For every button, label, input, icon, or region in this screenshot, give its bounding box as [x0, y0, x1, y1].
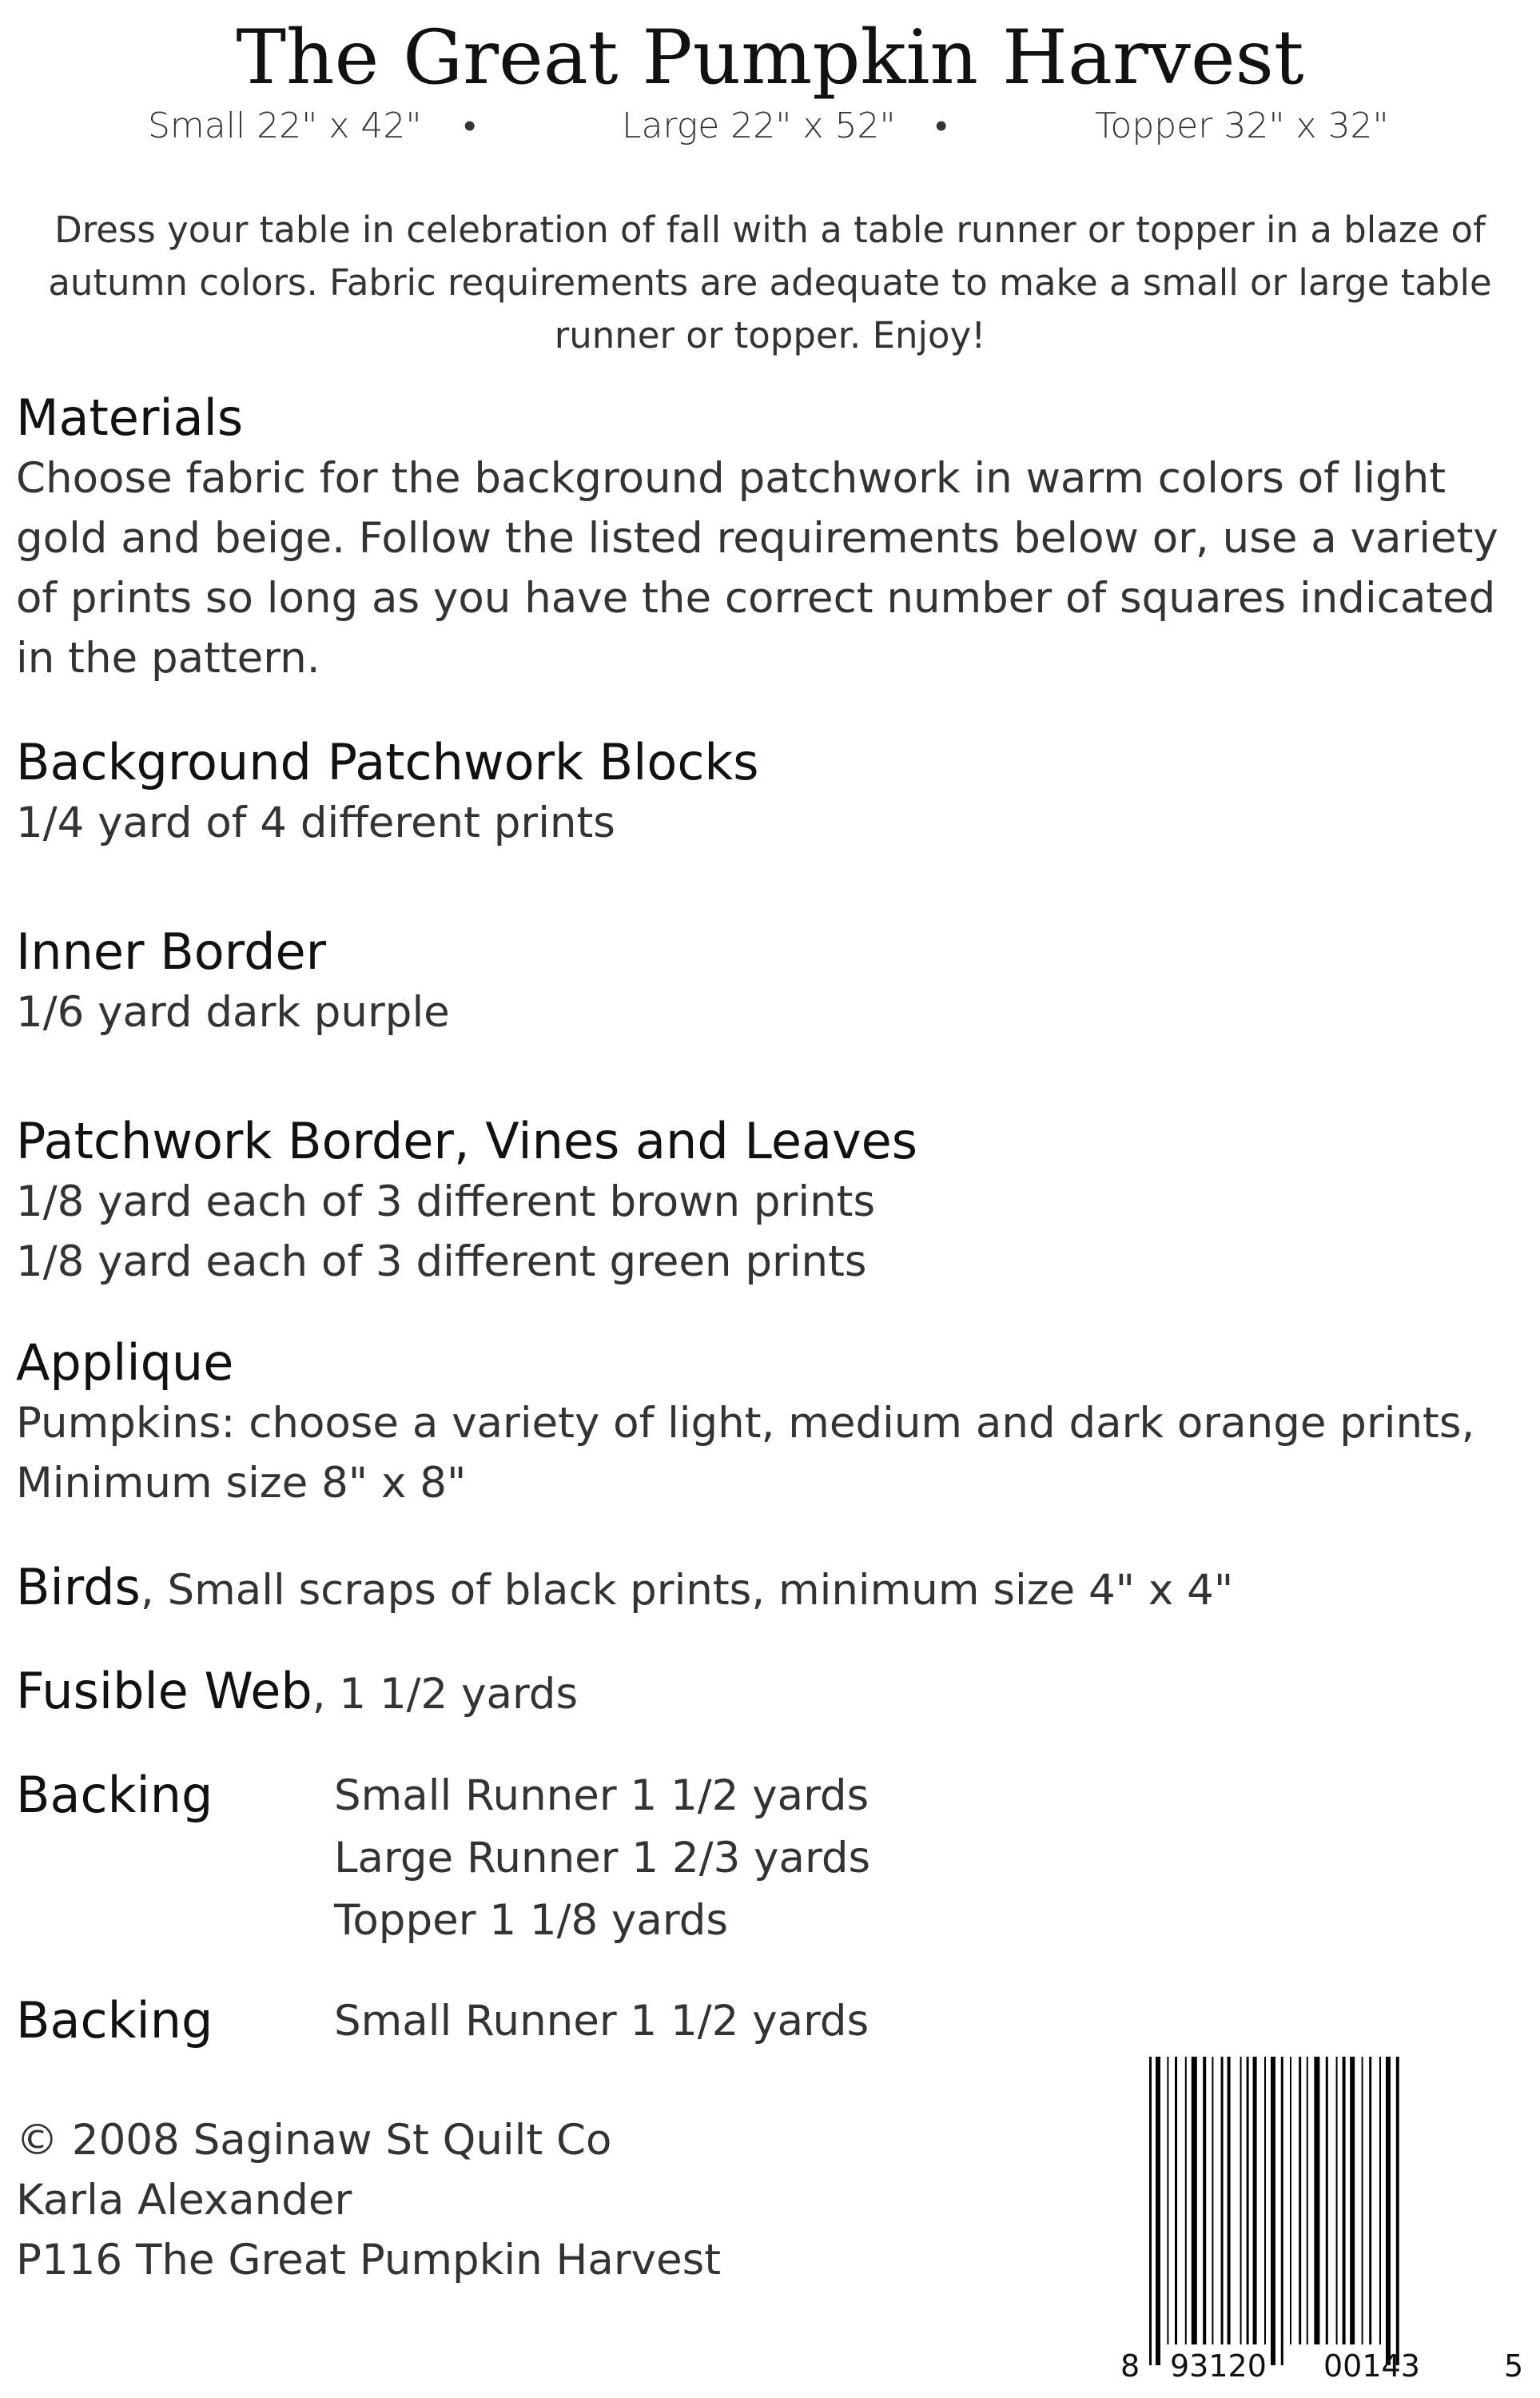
- barcode-digits-left: 93120: [1170, 2348, 1267, 2384]
- barcode-bar: [1369, 2057, 1371, 2344]
- barcode-bar: [1343, 2057, 1346, 2344]
- birds-heading: Birds: [16, 1558, 141, 1616]
- applique-line: Pumpkins: choose a variety of light, medium and dark orange prints,: [16, 1399, 1475, 1448]
- barcode-bar: [1203, 2057, 1206, 2344]
- birds-detail: , Small scraps of black prints, minimum size 4" x 4": [140, 1566, 1234, 1615]
- patchwork-border-line: 1/8 yard each of 3 different green prints: [16, 1237, 867, 1286]
- backing-lines: [334, 1990, 869, 2053]
- background-blocks-heading: Background Patchwork Blocks: [16, 733, 759, 791]
- backing-line: Small Runner 1 1/2 yards: [334, 1997, 869, 2045]
- fusible-web-heading: Fusible Web: [16, 1662, 312, 1720]
- barcode-graphic: [1111, 2050, 1526, 2386]
- applique-section: [16, 1332, 1518, 1513]
- designer-name: Karla Alexander: [16, 2176, 352, 2225]
- barcode-bar: [1386, 2057, 1391, 2365]
- size-separator: •: [464, 106, 476, 146]
- barcode-bar: [1253, 2057, 1257, 2344]
- barcode-bar: [1240, 2057, 1242, 2344]
- barcode-bar: [1185, 2057, 1187, 2344]
- barcode-bar: [1212, 2057, 1213, 2344]
- barcode-bar: [1281, 2057, 1283, 2365]
- barcode-bar: [1192, 2057, 1197, 2344]
- barcode-bar: [1307, 2057, 1308, 2344]
- applique-line: Minimum size 8" x 8": [16, 1459, 467, 1508]
- barcode-bar: [1228, 2057, 1231, 2344]
- size-topper: Topper 32" x 32": [1095, 106, 1389, 146]
- barcode-digit-last: 5: [1504, 2348, 1524, 2384]
- backing-heading: Backing: [16, 1991, 213, 2049]
- barcode-bar: [1149, 2057, 1152, 2365]
- barcode-bar: [1290, 2057, 1291, 2344]
- barcode-digits-right: 00143: [1323, 2348, 1420, 2384]
- barcode-bar: [1396, 2057, 1399, 2365]
- backing-lines: [334, 1765, 870, 1952]
- background-blocks-section: [16, 732, 1518, 853]
- barcode-bar: [1326, 2057, 1328, 2344]
- pattern-number: P116 The Great Pumpkin Harvest: [16, 2236, 722, 2284]
- birds-section: [16, 1557, 1518, 1618]
- upc-barcode: [1111, 2050, 1526, 2386]
- background-blocks-line: 1/4 yard of 4 different prints: [16, 799, 615, 847]
- barcode-bar: [1175, 2057, 1177, 2344]
- pattern-title: The Great Pumpkin Harvest: [236, 14, 1304, 102]
- barcode-bar: [1264, 2057, 1266, 2344]
- inner-border-heading: Inner Border: [16, 922, 327, 981]
- patchwork-border-section: [16, 1111, 1518, 1292]
- materials-section: [16, 388, 1518, 688]
- barcode-bar: [1379, 2057, 1381, 2344]
- copyright-line: © 2008 Saginaw St Quilt Co: [16, 2116, 612, 2165]
- size-options: [0, 106, 1540, 153]
- size-large: Large 22" x 52": [622, 106, 896, 146]
- backing-line: Topper 1 1/8 yards: [334, 1896, 728, 1945]
- barcode-digit-first: 8: [1120, 2348, 1140, 2384]
- backing-heading: Backing: [16, 1766, 213, 1824]
- patchwork-border-line: 1/8 yard each of 3 different brown prints: [16, 1177, 876, 1226]
- size-small: Small 22" x 42": [148, 106, 422, 146]
- barcode-bar: [1221, 2057, 1224, 2344]
- inner-border-section: [16, 922, 1518, 1042]
- fusible-web-detail: , 1 1/2 yards: [312, 1670, 579, 1719]
- intro-paragraph: Dress your table in celebration of fall with a table runner or topper in a blaze of autumn colors. Fabric requirements are adequate to make a small or large table runner or topper. Enjoy!: [48, 209, 1492, 357]
- inner-border-line: 1/6 yard dark purple: [16, 988, 450, 1037]
- applique-heading: Applique: [16, 1333, 234, 1392]
- barcode-bar: [1299, 2057, 1301, 2344]
- barcode-bar: [1156, 2057, 1160, 2365]
- size-separator: •: [935, 106, 948, 146]
- barcode-bar: [1167, 2057, 1168, 2344]
- materials-text: Choose fabric for the background patchwork in warm colors of light gold and beige. Follow the listed requirements below or, use a variety of prints so long as you have the correct number of squares indicated in the pattern.: [16, 454, 1498, 683]
- patchwork-border-heading: Patchwork Border, Vines and Leaves: [16, 1112, 918, 1170]
- barcode-bar: [1271, 2057, 1275, 2365]
- barcode-bar: [1247, 2057, 1249, 2344]
- materials-heading: Materials: [16, 388, 244, 447]
- barcode-bar: [1314, 2057, 1319, 2344]
- backing-line: Large Runner 1 2/3 yards: [334, 1834, 871, 1882]
- barcode-bar: [1362, 2057, 1363, 2344]
- backing-line: Small Runner 1 1/2 yards: [334, 1771, 869, 1820]
- barcode-bar: [1336, 2057, 1338, 2344]
- fusible-web-section: [16, 1661, 1518, 1722]
- barcode-bar: [1350, 2057, 1355, 2344]
